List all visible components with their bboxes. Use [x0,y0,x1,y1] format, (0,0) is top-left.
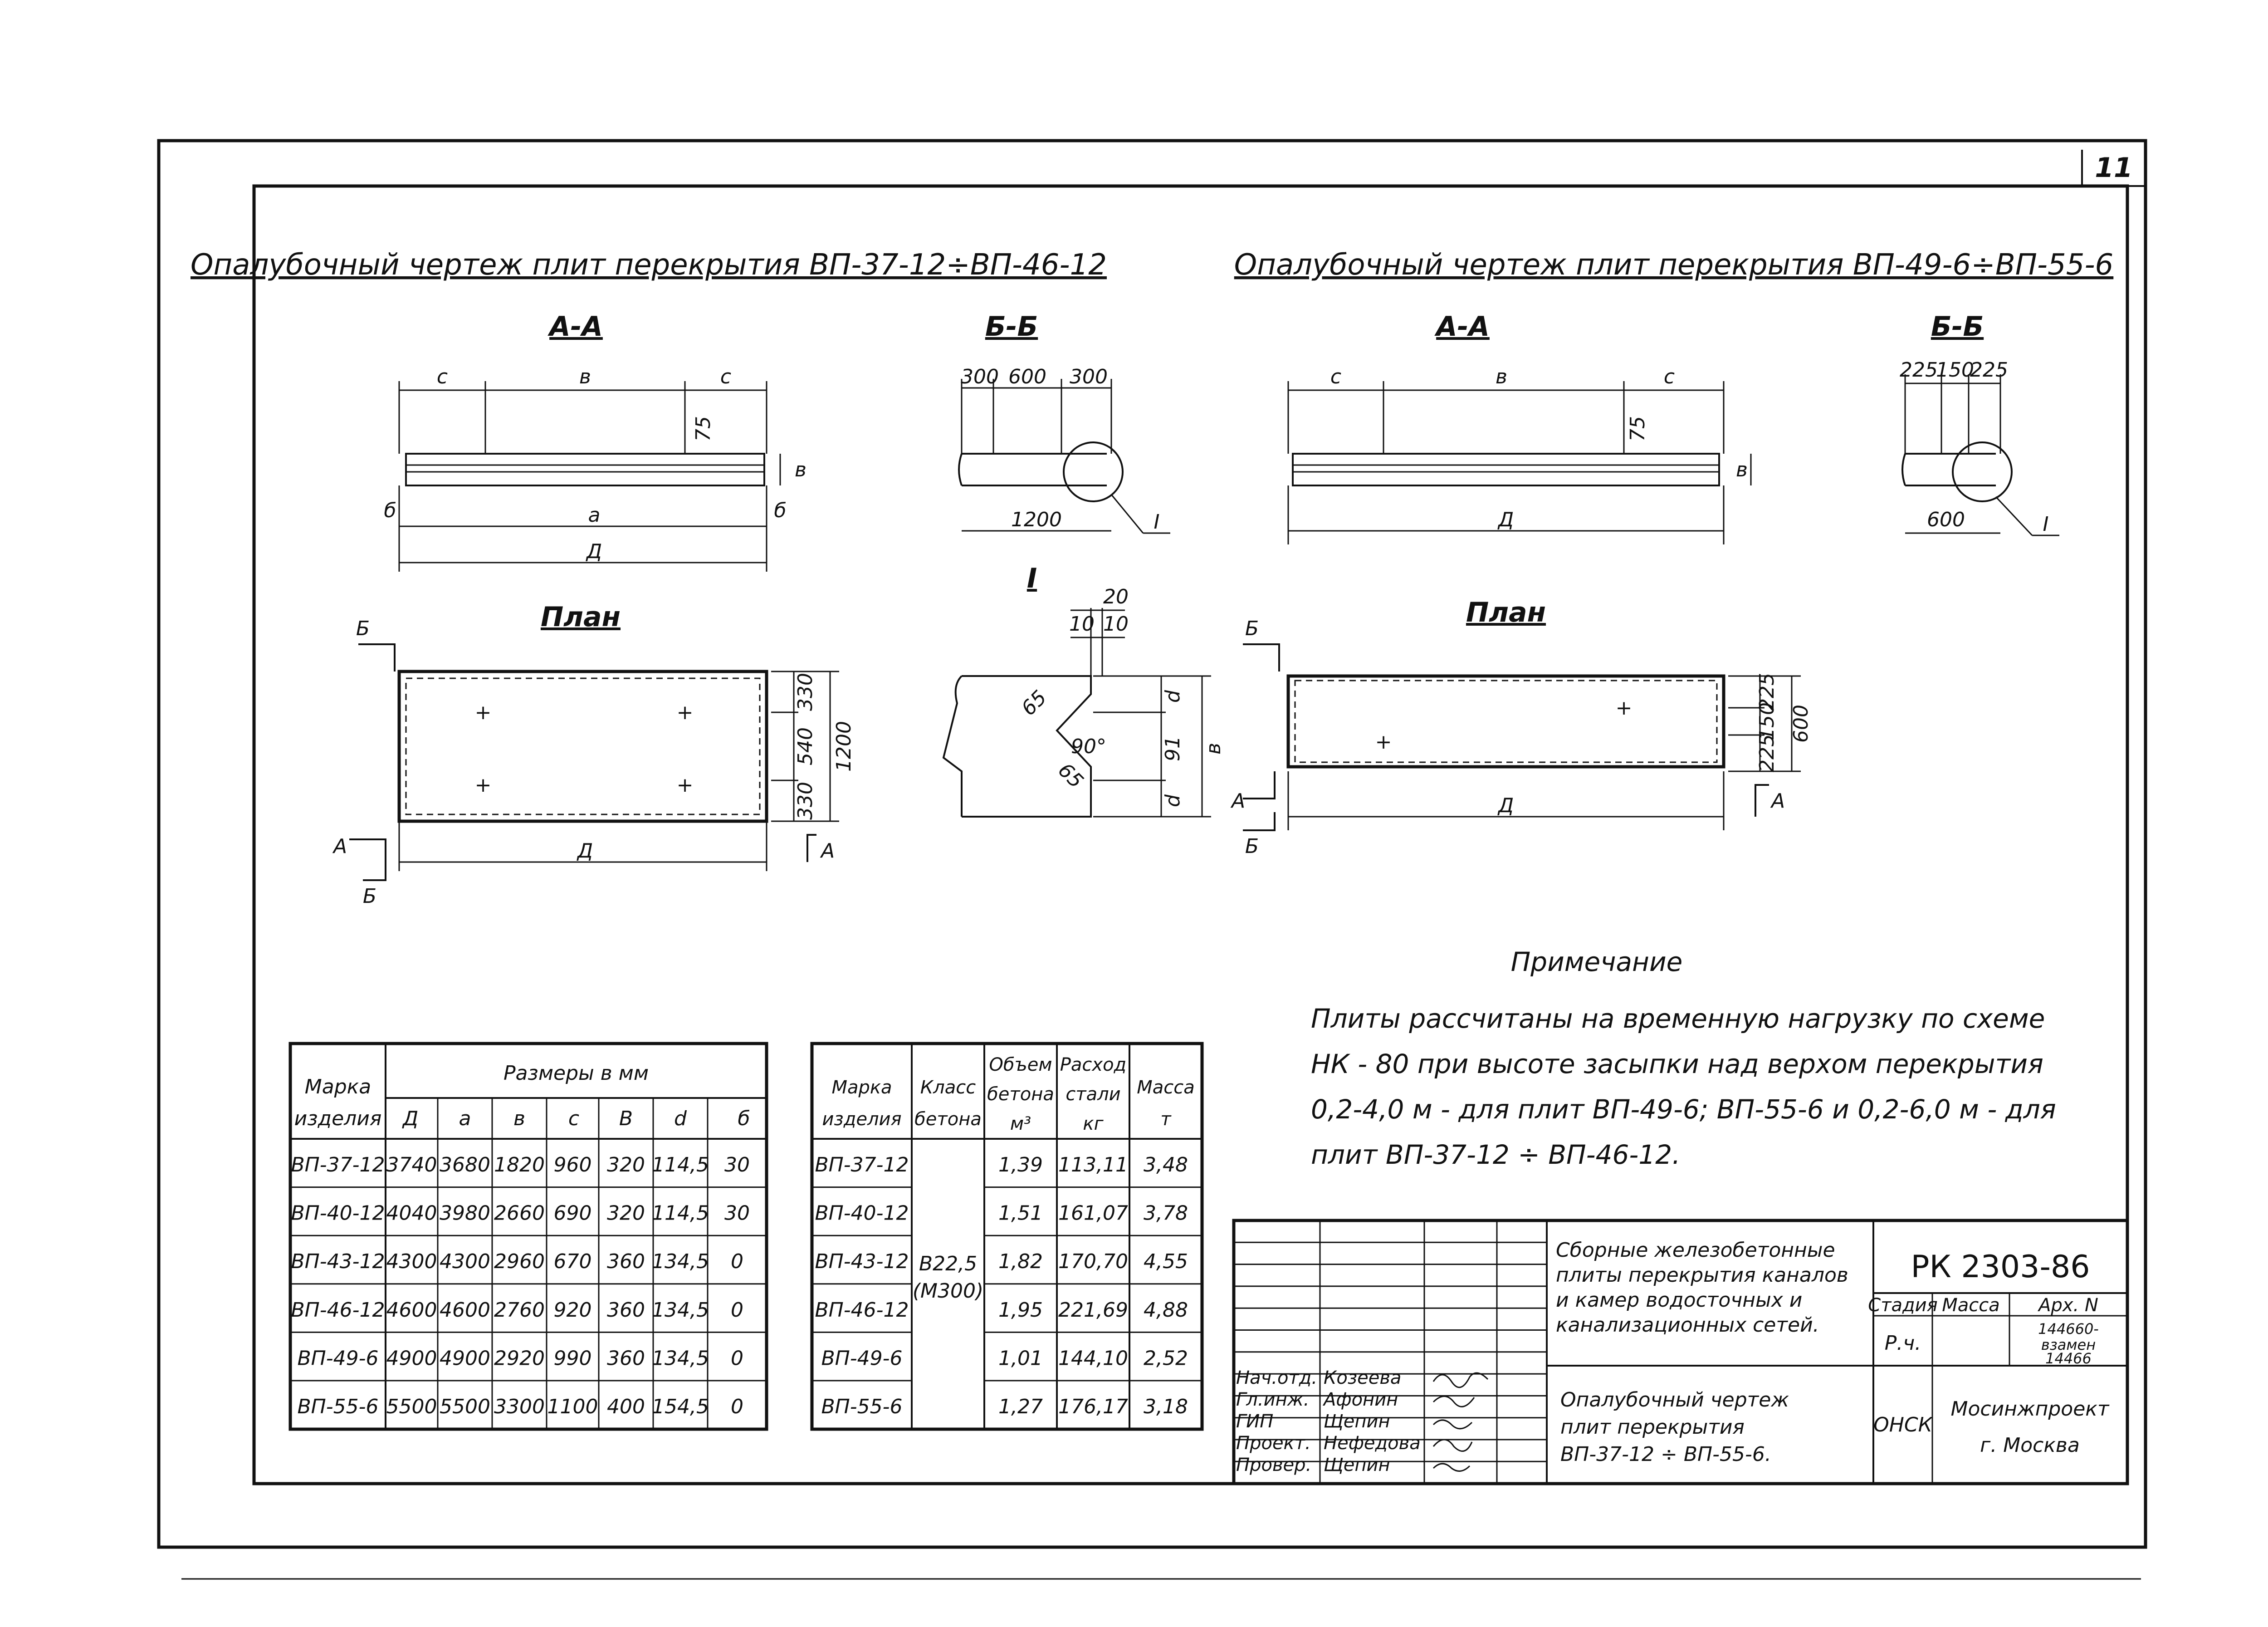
sheet-number: 11 [2095,152,2133,184]
dims-cell: 960 [553,1153,592,1176]
note-line-4: плит ВП-37-12 ÷ ВП-46-12. [1311,1139,1681,1170]
left-plan-D: Д [577,839,593,863]
dims-col-delta: б [738,1107,750,1130]
dims-cell: 2960 [494,1250,545,1274]
dims-cell: 360 [607,1347,645,1370]
right-section-aa [1288,311,1751,544]
tb-name-3: Щепин [1324,1411,1390,1432]
tb-stage: Р.ч. [1884,1332,1921,1355]
spec-h-steel-1: Расход [1060,1054,1127,1075]
table-row [815,1250,1188,1273]
left-cut-A-right: А [821,839,835,863]
tb-name-5: Щепин [1324,1455,1390,1475]
detail-top: 20 [1103,585,1129,608]
right-aa-dim-c2: с [1663,365,1675,388]
dims-cell: 154,5 [652,1395,709,1418]
right-cut-A-left: А [1231,789,1246,813]
spec-cell: 1,82 [998,1250,1043,1274]
dims-cell: 990 [553,1347,592,1370]
tb-name-4: Нефедова [1324,1433,1421,1454]
tb-org-2: г. Москва [1980,1434,2080,1457]
svg-text:+: + [1615,696,1633,720]
tb-project-1: Сборные железобетонные [1556,1239,1835,1262]
spec-h-vol-1: Объем [989,1054,1052,1075]
table-row [815,1202,1188,1225]
right-plan-D: Д [1498,794,1514,817]
dims-cell: 0 [731,1347,743,1370]
dims-cell: 4040 [386,1201,437,1225]
tb-arch-3: 14466 [2045,1350,2092,1367]
dims-cell-mark: ВП-43-12 [291,1250,385,1274]
spec-cell: 161,07 [1058,1201,1128,1225]
left-aa-label: А-А [549,311,603,343]
dims-table-rows [291,1153,750,1418]
dims-cell: 3740 [386,1153,437,1176]
dims-cell: 320 [607,1201,645,1225]
dims-cell: 4300 [440,1250,490,1274]
right-plan-dim-1: 225 [1755,673,1779,711]
detail-v: в [1202,743,1225,755]
dims-cell: 1820 [494,1153,545,1176]
spec-h-vol-3: м³ [1010,1113,1031,1134]
note-title: Примечание [1510,946,1683,977]
tb-role-2: Гл.инж. [1236,1389,1310,1410]
tb-org-1: Мосинжпроект [1950,1397,2109,1421]
dims-col-v: в [513,1107,525,1130]
left-bb-label: Б-Б [985,311,1038,343]
spec-cell: 1,51 [998,1201,1043,1225]
table-row [291,1153,750,1176]
right-bb-label: Б-Б [1931,311,1984,343]
right-plan [1230,597,1813,858]
spec-cell: 144,10 [1058,1347,1128,1370]
note-line-3: 0,2-4,0 м - для плит ВП-49-6; ВП-55-6 и 0,2-6,0 м - для [1311,1094,2056,1125]
table-row [291,1250,743,1273]
tb-dept: ОНСК [1873,1413,1932,1436]
spec-cell: 1,95 [998,1298,1043,1322]
tb-role-4: Проект. [1236,1433,1311,1454]
spec-cell: 1,01 [998,1347,1043,1370]
spec-h-class-1: Класс [920,1077,976,1098]
left-cut-B-bottom: Б [362,885,377,908]
dims-cell: 0 [731,1250,743,1274]
left-plan-dim-1: 330 [794,673,817,711]
dims-cell: 3300 [494,1395,545,1418]
right-aa-dim-D: Д [1498,508,1514,531]
tb-code: РК 2303-86 [1911,1249,2090,1285]
note-line-2: НК - 80 при высоте засыпки над верхом перекрытия [1311,1049,2043,1079]
dims-cell: 4600 [440,1298,490,1322]
dims-cell: 0 [731,1395,743,1418]
dims-header-cols [402,1107,750,1130]
detail-d3: d [1161,794,1184,807]
right-bb-dim-2: 150 [1936,358,1974,382]
spec-class-1: В22,5 [919,1252,978,1275]
dims-col-D: Д [402,1107,419,1130]
right-bb-width: 600 [1927,508,1965,531]
left-aa-dim-75: 75 [692,416,715,441]
right-cut-B-top: Б [1245,617,1259,640]
table-row [815,1299,1188,1322]
right-title: Опалубочный чертеж плит перекрытия ВП-49-6÷ВП-55-6 [1234,248,2114,282]
dims-cell: 114,5 [652,1153,709,1176]
dims-cell: 670 [553,1250,592,1274]
detail-angle: 90° [1071,735,1106,758]
spec-cell: 221,69 [1058,1298,1128,1322]
spec-cell: 4,55 [1144,1250,1188,1274]
spec-cell: 113,11 [1058,1153,1128,1176]
left-plan-total: 1200 [832,721,855,772]
tb-arch-2: взамен [2041,1336,2096,1353]
right-cut-A-right: А [1771,789,1785,813]
signature-5 [1433,1464,1470,1471]
dims-header-group: Размеры в мм [503,1062,649,1085]
svg-text:+: + [474,701,492,724]
svg-text:+: + [1375,730,1392,754]
note-line-1: Плиты рассчитаны на временную нагрузку по схеме [1311,1003,2045,1034]
dims-cell: 134,5 [652,1298,709,1322]
spec-h-steel-2: стали [1066,1084,1121,1105]
spec-cell: 4,88 [1144,1298,1188,1322]
tb-arch-1: 144660- [2038,1320,2099,1338]
right-bb-leader: I [2043,513,2049,536]
left-plan [332,601,855,908]
spec-class-2: (М300) [912,1279,984,1303]
dims-cell: 2920 [494,1347,545,1370]
tb-mass-label: Масса [1942,1295,2000,1316]
spec-cell-mark: ВП-49-6 [821,1347,903,1370]
svg-text:+: + [676,774,694,797]
right-plan-dim-3: 225 [1755,734,1779,772]
right-aa-dim-75: 75 [1626,416,1649,441]
left-bb-width: 1200 [1011,508,1062,531]
dims-cell: 3680 [440,1153,490,1176]
left-aa-dim-c2: с [720,365,732,388]
dims-cell: 690 [553,1201,592,1225]
spec-cell-mark: ВП-37-12 [815,1153,909,1176]
left-title: Опалубочный чертеж плит перекрытия ВП-37-12÷ВП-46-12 [191,248,1107,282]
dims-cell-mark: ВП-37-12 [291,1153,385,1176]
right-aa-label: А-А [1436,311,1490,343]
dims-cell-mark: ВП-46-12 [291,1298,385,1322]
dims-table [290,1044,767,1429]
dims-cell: 920 [553,1298,592,1322]
dims-cell: 400 [607,1395,645,1418]
left-aa-dim-a: а [588,504,601,527]
right-aa-dim-c1: с [1330,365,1342,388]
table-row [821,1395,1188,1418]
right-section-bb [1900,311,2059,536]
left-aa-delta-r: б [774,499,787,522]
dims-cell: 360 [607,1250,645,1274]
dims-cell: 4600 [386,1298,437,1322]
left-bb-leader: I [1154,510,1160,534]
left-bb-dim-1: 300 [961,365,999,388]
spec-h-mark-2: изделия [822,1109,902,1130]
spec-h-steel-3: кг [1083,1113,1104,1134]
dims-cell: 4900 [440,1347,490,1370]
dims-col-c: с [568,1107,580,1130]
spec-cell: 170,70 [1058,1250,1128,1274]
right-aa-dim-v: в [1496,365,1507,388]
spec-h-class-2: бетона [914,1109,982,1130]
dims-cell: 3980 [440,1201,490,1225]
tb-role-3: ГИП [1236,1411,1274,1432]
dims-cell-mark: ВП-40-12 [291,1201,385,1225]
left-cut-A-left: А [333,835,347,858]
detail-d2: 91 [1161,736,1184,761]
left-plan-dim-2: 540 [794,727,817,765]
dims-cell: 5500 [386,1395,437,1418]
signatures [1433,1373,1488,1471]
dims-col-d: d [674,1107,687,1130]
right-plan-total: 600 [1789,705,1813,743]
dims-cell: 4300 [386,1250,437,1274]
dims-cell-mark: ВП-49-6 [297,1347,379,1370]
tb-project-2: плиты перекрытия каналов [1556,1264,1848,1287]
left-aa-delta-l: б [384,499,396,522]
dims-col-V: В [619,1107,633,1130]
table-row [815,1153,1188,1176]
tb-role-5: Провер. [1236,1455,1312,1475]
detail-top-1: 10 [1069,613,1095,636]
spec-h-mark-1: Марка [831,1077,892,1098]
left-plan-dim-3: 330 [794,782,817,820]
svg-text:+: + [676,701,694,724]
spec-cell: 2,52 [1144,1347,1188,1370]
table-row [291,1299,743,1322]
detail-65-a: 65 [1017,686,1051,720]
note [1311,946,2056,1170]
dims-cell: 30 [724,1201,750,1225]
detail-65-b: 65 [1053,758,1088,793]
spec-cell: 176,17 [1058,1395,1128,1418]
right-aa-dim-vh: в [1736,458,1748,481]
dims-cell: 114,5 [652,1201,709,1225]
detail-d1: d [1161,690,1184,703]
tb-name-2: Афонин [1324,1389,1398,1410]
dims-cell: 320 [607,1153,645,1176]
dims-cell: 134,5 [652,1347,709,1370]
dims-cell: 134,5 [652,1250,709,1274]
spec-table-rows [815,1153,1188,1418]
left-aa-dim-D: Д [586,540,602,563]
dims-cell: 4900 [386,1347,437,1370]
svg-text:+: + [474,774,492,797]
right-bb-dim-1: 225 [1900,358,1938,382]
spec-cell: 3,48 [1144,1153,1188,1176]
tb-drawing-1: Опалубочный чертеж [1560,1388,1789,1411]
spec-cell-mark: ВП-46-12 [815,1298,909,1322]
spec-cell: 3,78 [1144,1201,1188,1225]
table-row [821,1347,1188,1370]
dims-cell: 5500 [440,1395,490,1418]
tb-drawing-2: плит перекрытия [1560,1416,1745,1439]
spec-h-mass-1: Масса [1137,1077,1195,1098]
tb-drawing-3: ВП-37-12 ÷ ВП-55-6. [1560,1443,1771,1466]
left-bb-dim-3: 300 [1070,365,1108,388]
dims-cell: 1100 [547,1395,598,1418]
signature-3 [1433,1420,1472,1429]
tb-role-1: Нач.отд. [1236,1367,1318,1388]
dims-cell: 360 [607,1298,645,1322]
left-aa-dim-v: в [579,365,591,388]
dims-col-a: а [459,1107,471,1130]
detail-top-2: 10 [1103,613,1129,636]
signature-4 [1433,1440,1472,1451]
detail-I [943,563,1225,817]
right-bb-dim-3: 225 [1970,358,2008,382]
signature-2 [1433,1397,1474,1407]
spec-cell-mark: ВП-40-12 [815,1201,909,1225]
tb-project-3: и камер водосточных и [1556,1289,1803,1312]
spec-cell: 1,27 [998,1395,1043,1418]
left-plan-label: План [540,601,621,633]
signature-1 [1433,1373,1488,1387]
tb-stage-label: Стадия [1868,1295,1938,1316]
spec-table [812,1044,1202,1429]
title-block-grid [1234,1242,1547,1461]
dims-cell: 2660 [494,1201,545,1225]
dims-header-mark-2: изделия [294,1107,382,1130]
left-aa-dim-c1: с [436,365,448,388]
dims-cell-mark: ВП-55-6 [297,1395,379,1418]
detail-label: I [1026,563,1037,594]
left-cut-B-top: Б [356,617,370,640]
right-cut-B-bottom: Б [1245,835,1259,858]
dims-cell: 2760 [494,1298,545,1322]
table-row [297,1395,743,1418]
right-plan-dim-2: 150 [1755,702,1779,740]
title-block [1234,1220,2127,1484]
dims-header-mark-1: Марка [304,1075,371,1098]
tb-arch-label: Арх. N [2038,1295,2098,1316]
left-section-bb [959,311,1170,534]
spec-cell: 3,18 [1144,1395,1188,1418]
tb-project-4: канализационных сетей. [1556,1313,1819,1337]
dims-cell: 30 [724,1153,750,1176]
tb-name-1: Козеева [1324,1367,1402,1388]
spec-cell-mark: ВП-55-6 [821,1395,903,1418]
left-aa-dim-vh: в [795,458,807,481]
left-bb-dim-2: 600 [1008,365,1046,388]
right-plan-label: План [1466,597,1546,628]
table-row [297,1347,743,1370]
spec-h-mass-2: т [1160,1109,1171,1130]
spec-cell-mark: ВП-43-12 [815,1250,909,1274]
table-row [291,1202,750,1225]
tb-staff [1236,1367,1421,1475]
left-section-aa [384,311,807,572]
spec-h-vol-2: бетона [987,1084,1054,1105]
dims-cell: 0 [731,1298,743,1322]
spec-cell: 1,39 [998,1153,1043,1176]
